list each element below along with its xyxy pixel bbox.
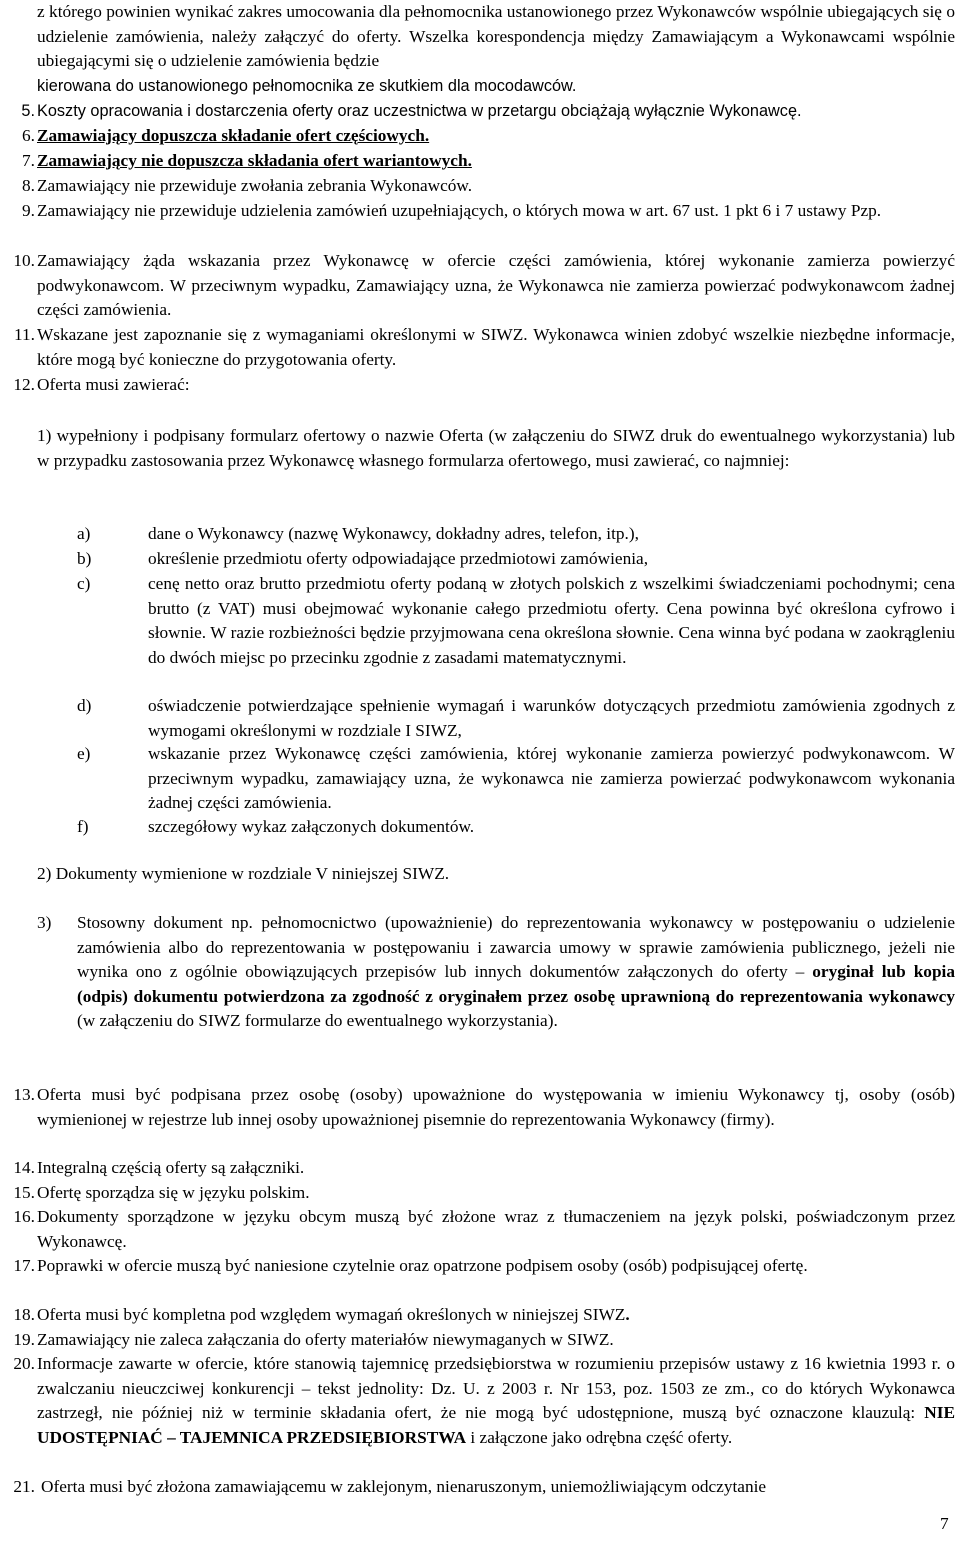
list-item-6 — [22, 124, 955, 149]
list-item-18 — [13, 1303, 955, 1328]
item-text-bold: . — [625, 1305, 630, 1324]
sub-item-number: 3) — [37, 913, 52, 932]
intro-paragraph — [37, 0, 955, 98]
item-text: Koszty opracowania i dostarczenia oferty oraz uczestnictwa w przetargu obciążają wyłącznie Wykonawcę. — [37, 102, 802, 120]
list-item-11 — [14, 323, 955, 372]
item-text-bold: NIE UDOSTĘPNIAĆ – TAJEMNICA PRZEDSIĘBIORSTWA — [37, 1403, 955, 1447]
sub-item-text: 2) Dokumenty wymienione w rozdziale V niniejszej SIWZ. — [37, 864, 450, 883]
sub-item-1 — [37, 424, 955, 473]
intro-text: z którego powinien wynikać zakres umocowania dla pełnomocnika ustanowionego przez Wykonawców wspólnie ubiegających się o udzielenie zamówienia, należy załączyć do oferty. Wszelka korespondencja między Zamawiającym a Wykonawcami wspólnie ubiegającymi się o udzielenie zamówienia będzie — [37, 2, 955, 71]
letter-text: określenie przedmiotu oferty odpowiadające przedmiotowi zamówienia, — [148, 549, 649, 568]
item-number: 5. — [21, 102, 35, 120]
item-number: 11. — [14, 325, 35, 344]
letter-text: dane o Wykonawcy (nazwę Wykonawcy, dokładny adres, telefon, itp.), — [148, 524, 639, 543]
intro-text-sans: kierowana do ustanowionego pełnomocnika ze skutkiem dla mocodawców. — [37, 76, 577, 95]
item-text: Zamawiający nie zaleca załączania do oferty materiałów niewymaganych w SIWZ. — [37, 1330, 614, 1349]
letter-text: wskazanie przez Wykonawcę części zamówienia, której wykonanie zamierza powierzyć podwykonawcom. W przeciwnym wypadku, zamawiający uzna, że wykonawca nie zamierza powierzać podwykonawcom wykonania żadnej części zamówienia. — [148, 744, 955, 813]
item-number: 9. — [22, 201, 35, 220]
item-text: Zamawiający dopuszcza składanie ofert częściowych. — [37, 126, 430, 145]
item-text: Dokumenty sporządzone w języku obcym muszą być złożone wraz z tłumaczeniem na język polski, poświadczonym przez Wykonawcę. — [37, 1207, 955, 1251]
list-item-17 — [13, 1254, 955, 1279]
list-item-13 — [13, 1083, 955, 1132]
item-number: 7. — [22, 151, 35, 170]
list-item-8 — [22, 174, 955, 199]
item-text: Ofertę sporządza się w języku polskim. — [37, 1183, 310, 1202]
list-item-15 — [13, 1181, 955, 1206]
item-text: Informacje zawarte w ofercie, które stanowią tajemnicę przedsiębiorstwa w rozumieniu przepisów ustawy z 16 kwietnia 1993 r. o zwalczaniu nieuczciwej konkurencji – tekst jednolity: Dz. U. z 2003 r. Nr 153, poz. 1503 ze zm., co do których Wykonawca zastrzegł, nie później niż w terminie składania ofert, że nie mogą być udostępnione, muszą być oznaczone klauzulą: — [37, 1354, 955, 1423]
item-text: Zamawiający żąda wskazania przez Wykonawcę w ofercie części zamówienia, której wykonanie zamierza powierzyć podwykonawcom. W przeciwnym wypadku, Zamawiający uzna, że Wykonawca nie zamierza powierzać podwykonawcom żadnej części zamówienia. — [37, 251, 955, 320]
list-item-7 — [22, 149, 955, 174]
item-text: Zamawiający nie dopuszcza składania ofert wariantowych. — [37, 151, 472, 170]
list-item-16 — [13, 1205, 955, 1254]
list-item-21 — [13, 1475, 955, 1500]
item-number: 8. — [22, 176, 35, 195]
list-item-19 — [13, 1328, 955, 1353]
item-number: 12. — [13, 375, 35, 394]
item-number: 21. — [13, 1477, 35, 1496]
item-text: Oferta musi być podpisana przez osobę (osoby) upoważnione do występowania w imieniu Wykonawcy tj, osoby (osób) wymienionej w rejestrze lub innej osoby upoważnionej pisemnie do reprezentowania Wykonawcy (firmy). — [37, 1085, 955, 1129]
letter-text: szczegółowy wykaz załączonych dokumentów. — [148, 817, 475, 836]
sub-item-text-tail: (w załączeniu do SIWZ formularze do ewentualnego wykorzystania). — [77, 1011, 558, 1031]
letter-label: b) — [77, 549, 92, 568]
item-number: 17. — [13, 1256, 35, 1275]
letter-label: f) — [77, 817, 89, 836]
list-item-20 — [13, 1352, 955, 1450]
sub-item-2 — [37, 862, 955, 887]
item-number: 6. — [22, 126, 35, 145]
item-text: Integralną częścią oferty są załączniki. — [37, 1158, 305, 1177]
sub-item-text-bold: oryginał lub kopia (odpis) dokumentu potwierdzona za zgodność z oryginałem przez osobę uprawnioną do reprezentowania wykonawcy — [77, 962, 955, 1006]
list-item-9 — [22, 199, 955, 224]
letter-text: oświadczenie potwierdzające spełnienie wymagań i warunków dotyczących przedmiotu zamówienia zgodnych z wymogami określonymi w rozdziale I SIWZ, — [148, 696, 955, 740]
item-text: Wskazane jest zapoznanie się z wymaganiami określonymi w SIWZ. Wykonawca winien zdobyć wszelkie niezbędne informacje, które mogą być konieczne do przygotowania oferty. — [37, 325, 955, 369]
item-text: Oferta musi być złożona zamawiającemu w zaklejonym, nienaruszonym, uniemożliwiającym odczytanie — [41, 1477, 767, 1496]
item-number: 19. — [13, 1330, 35, 1349]
list-item-5 — [21, 99, 955, 124]
sub-item-text: 1) wypełniony i podpisany formularz ofertowy o nazwie Oferta (w załączeniu do SIWZ druk do ewentualnego wykorzystania) lub w przypadku zastosowania przez Wykonawcę własnego formularza ofertowego, musi zawierać, co najmniej: — [37, 426, 955, 470]
page-number: 7 — [940, 1514, 949, 1533]
item-text: Oferta musi być kompletna pod względem wymagań określonych w niniejszej SIWZ — [37, 1305, 626, 1324]
item-text: Zamawiający nie przewiduje zwołania zebrania Wykonawców. — [37, 176, 473, 195]
letter-text: cenę netto oraz brutto przedmiotu oferty podaną w złotych polskich z wszelkimi świadczeniami pochodnymi; cena brutto (z VAT) musi obejmować wykonanie całego przedmiotu oferty. Cena powinna być określona cyfrowo i słownie. W razie rozbieżności będzie przyjmowana cena określona słownie. Cena winna być podana w zaokrągleniu do dwóch miejsc po przecinku zgodnie z zasadami matematycznymi. — [148, 574, 955, 667]
item-number: 20. — [13, 1354, 35, 1373]
item-number: 15. — [13, 1183, 35, 1202]
item-text: Zamawiający nie przewiduje udzielenia zamówień uzupełniających, o których mowa w art. 67 ust. 1 pkt 6 i 7 ustawy Pzp. — [37, 201, 882, 220]
letter-label: a) — [77, 524, 91, 543]
list-item-14 — [13, 1156, 955, 1181]
item-number: 14. — [13, 1158, 35, 1177]
sub-item-text: Stosowny dokument np. pełnomocnictwo (upoważnienie) do reprezentowania wykonawcy w postępowaniu o udzielenie zamówienia albo do reprezentowania w postępowaniu i zawarcia umowy w sprawie zamówienia publicznego, jeżeli nie wynika ono z ogólnie obowiązujących przepisów lub innych dokumentów załączonych do oferty – — [77, 913, 955, 982]
letter-label: c) — [77, 574, 91, 593]
sub-item-body — [77, 911, 955, 1034]
list-item-12 — [13, 373, 955, 398]
item-text-tail: i załączone jako odrębna część oferty. — [470, 1427, 733, 1447]
item-number: 18. — [13, 1305, 35, 1324]
item-text: Oferta musi zawierać: — [37, 375, 190, 394]
letter-label: d) — [77, 696, 92, 715]
item-number: 13. — [13, 1085, 35, 1104]
item-text: Poprawki w ofercie muszą być naniesione czytelnie oraz opatrzone podpisem osoby (osób) podpisującej ofertę. — [37, 1256, 808, 1275]
letter-label: e) — [77, 744, 91, 763]
item-number: 16. — [13, 1207, 35, 1226]
item-number: 10. — [13, 251, 35, 270]
list-item-10 — [13, 249, 955, 323]
